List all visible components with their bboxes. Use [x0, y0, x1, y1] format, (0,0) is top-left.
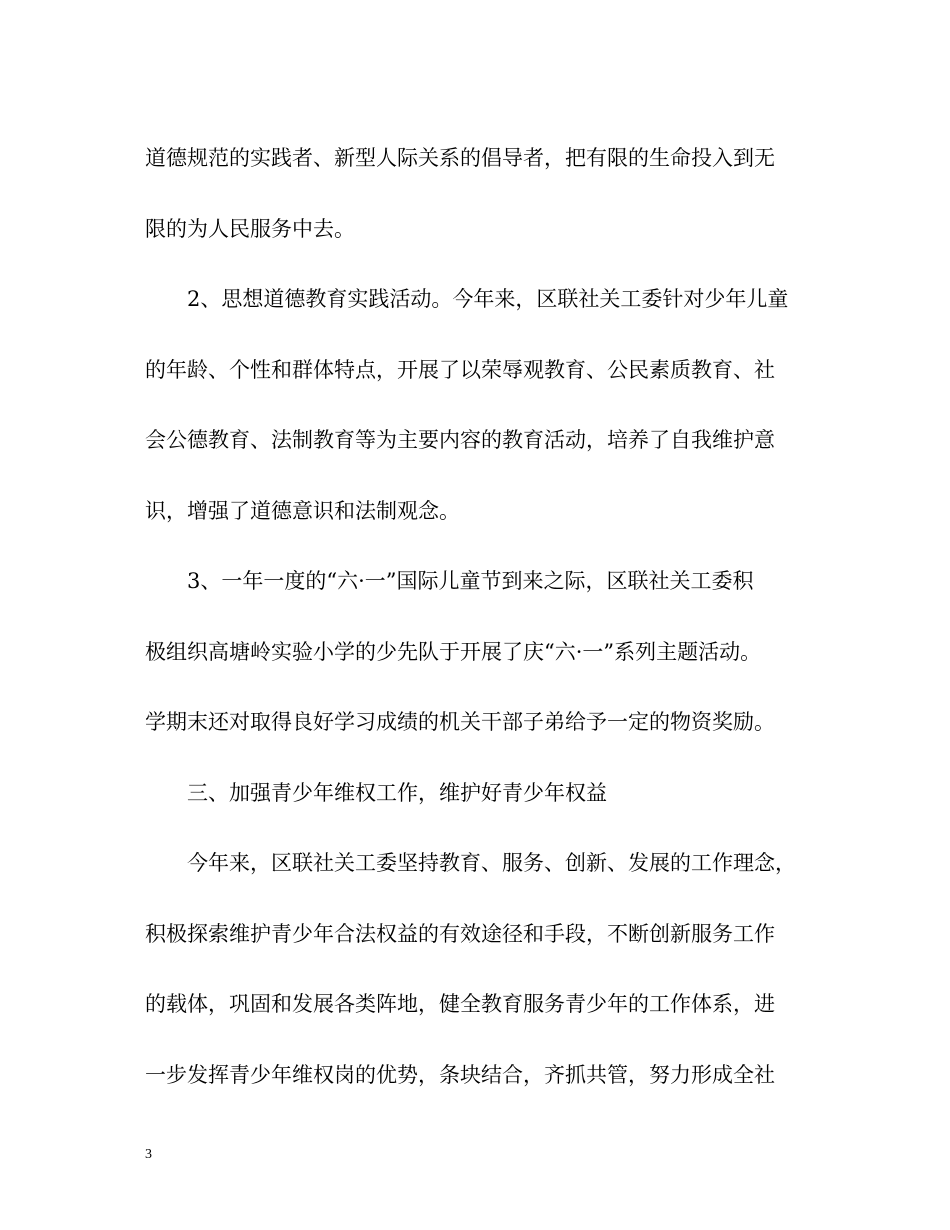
text-line: 一步发挥青少年维权岗的优势，条块结合，齐抓共管，努力形成全社: [145, 1062, 775, 1087]
text-line: 积极探索维护青少年合法权益的有效途径和手段，不断创新服务工作: [145, 921, 775, 946]
text-line: 道德规范的实践者、新型人际关系的倡导者，把有限的生命投入到无: [145, 146, 775, 170]
text-line: 极组织高塘岭实验小学的少先队于开展了庆“六·一”系列主题活动。: [145, 639, 762, 664]
text-line: 的年龄、个性和群体特点，开展了以荣辱观教育、公民素质教育、社: [145, 357, 775, 382]
text-line: 限的为人民服务中去。: [145, 216, 355, 241]
text-line: 2、思想道德教育实践活动。今年来，区联社关工委针对少年儿童: [187, 287, 789, 311]
section-heading: 三、加强青少年维权工作，维护好青少年权益: [187, 780, 607, 805]
text-line: 3、一年一度的“六·一”国际儿童节到来之际，区联社关工委积: [187, 569, 754, 593]
text-line: 今年来，区联社关工委坚持教育、服务、创新、发展的工作理念，: [187, 851, 796, 875]
text-line: 会公德教育、法制教育等为主要内容的教育活动，培养了自我维护意: [145, 428, 775, 452]
body-text: [145, 135, 805, 1122]
text-line: 学期末还对取得良好学习成绩的机关干部子弟给予一定的物资奖励。: [145, 710, 775, 734]
text-line: 的载体，巩固和发展各类阵地，健全教育服务青少年的工作体系，进: [145, 992, 775, 1016]
text-line: 识，增强了道德意识和法制观念。: [145, 498, 460, 523]
page-number: 3: [145, 1147, 152, 1162]
